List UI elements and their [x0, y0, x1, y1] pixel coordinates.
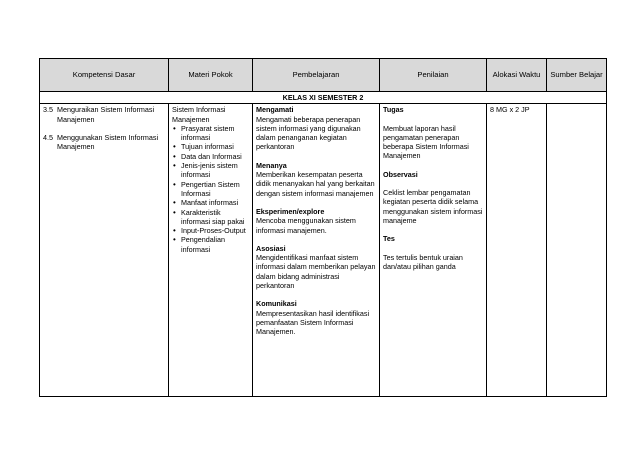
- semester-label: KELAS XI SEMESTER 2: [40, 92, 607, 104]
- header-sumber-belajar: Sumber Belajar: [547, 59, 607, 92]
- section-heading: Tes: [383, 234, 395, 244]
- kompetensi-text: Menggunakan Sistem Informasi Manajemen: [57, 132, 159, 152]
- list-item: • Input-Proses-Output: [172, 226, 249, 235]
- section-heading: Komunikasi: [256, 299, 297, 309]
- kompetensi-text: Menguraikan Sistem Informasi Manajemen: [57, 105, 155, 124]
- kompetensi-number: 3.5: [43, 105, 53, 115]
- pembelajaran-section: [256, 207, 376, 235]
- list-item: • Data dan Informasi: [172, 152, 249, 161]
- section-heading: Menanya: [256, 160, 287, 170]
- kompetensi-item: [43, 133, 165, 152]
- section-text: Mempresentasikan hasil identifikasi pemanfaatan Sistem Informasi Manajemen.: [256, 308, 370, 337]
- section-text: Mengidentifikasi manfaat sistem informasi dalam memberikan pelayan dalam bidang administrasi perkantoran: [256, 253, 376, 291]
- sumber-belajar-cell: [547, 104, 607, 397]
- list-item: • Tujuan informasi: [172, 142, 249, 151]
- section-text: Mencoba menggunakan sistem informasi manajemen.: [256, 216, 356, 235]
- header-row: [40, 59, 607, 92]
- pembelajaran-cell: [253, 104, 380, 397]
- header-materi-pokok: Materi Pokok: [169, 59, 253, 92]
- table-row: [40, 104, 607, 397]
- section-heading: Asosiasi: [256, 243, 286, 253]
- kompetensi-number: 4.5: [43, 132, 53, 142]
- section-heading: Eksperimen/explore: [256, 206, 325, 216]
- section-text: Membuat laporan hasil pengamatan penerapan beberapa Sistem Informasi Manajemen: [383, 123, 469, 161]
- header-penilaian: Penilaian: [380, 59, 487, 92]
- list-item: • Jenis-jenis sistem informasi: [172, 161, 249, 180]
- kompetensi-item: [43, 105, 165, 124]
- list-item: • Pengertian Sistem Informasi: [172, 180, 249, 199]
- penilaian-cell: [380, 104, 487, 397]
- section-text: Mengamati beberapa penerapan sistem informasi yang digunakan dalam penanganan kegiatan perkantoran: [256, 114, 361, 152]
- list-item: • Manfaat informasi: [172, 198, 249, 207]
- kompetensi-dasar-cell: [40, 104, 169, 397]
- materi-title: Sistem Informasi Manajemen: [172, 105, 226, 124]
- syllabus-table: [39, 58, 607, 397]
- materi-pokok-cell: [169, 104, 253, 397]
- header-pembelajaran: Pembelajaran: [253, 59, 380, 92]
- pembelajaran-section: [256, 244, 376, 290]
- list-item: • Pengendalian informasi: [172, 235, 249, 254]
- section-text: Memberikan kesempatan peserta didik menanyakan hal yang berkaitan dengan sistem informasi manajemen: [256, 170, 375, 198]
- list-item: • Karakteristik informasi siap pakai: [172, 208, 249, 227]
- list-item: • Prasyarat sistem informasi: [172, 124, 249, 143]
- pembelajaran-section: [256, 299, 376, 336]
- section-heading: Observasi: [383, 169, 418, 179]
- section-heading: Mengamati: [256, 105, 294, 115]
- header-kompetensi-dasar: Kompetensi Dasar: [40, 59, 169, 92]
- semester-row: [40, 92, 607, 104]
- section-heading: Tugas: [383, 105, 404, 115]
- header-alokasi-waktu: Alokasi Waktu: [487, 59, 547, 92]
- section-text: Tes tertulis bentuk uraian dan/atau pilihan ganda: [383, 252, 463, 271]
- section-text: Ceklist lembar pengamatan kegiatan peserta didik selama menggunakan sistem informasi manajeme: [383, 188, 483, 225]
- materi-list: [172, 124, 249, 254]
- alokasi-waktu-cell: 8 MG x 2 JP: [487, 104, 547, 397]
- pembelajaran-section: [256, 161, 376, 198]
- pembelajaran-section: [256, 105, 376, 151]
